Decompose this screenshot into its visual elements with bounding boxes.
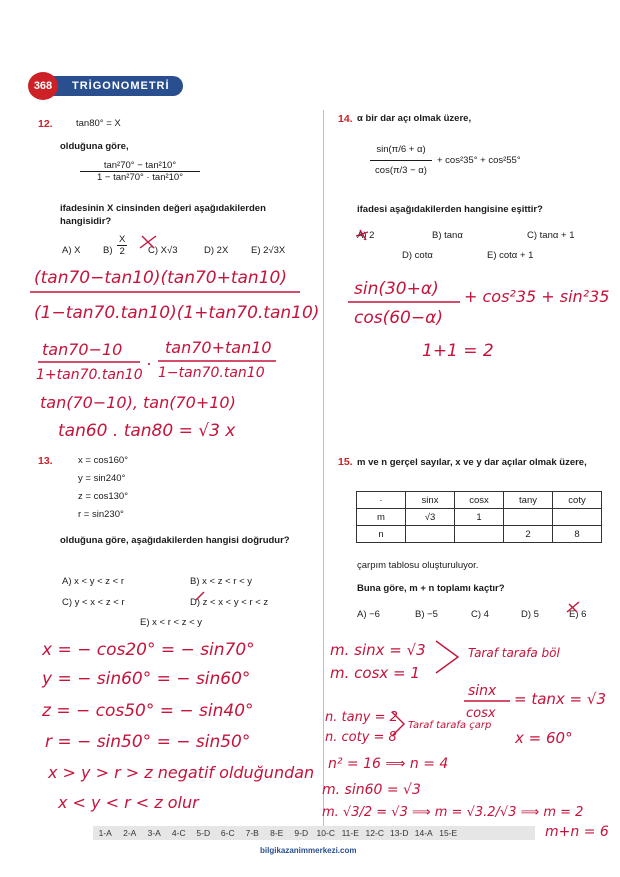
answer-key-item: 11-E — [341, 828, 359, 838]
answer-key-item: 5-D — [196, 828, 211, 838]
q13-eq-r: r = sin230° — [78, 509, 124, 520]
answer-key-item: 4-C — [171, 828, 186, 838]
h12-frac2-den: 1−tan70.tan10 — [158, 365, 265, 381]
q15-option-e[interactable]: E) 6 — [569, 609, 587, 620]
q13-number: 13. — [38, 455, 53, 467]
page-title: TRİGONOMETRİ — [72, 80, 170, 92]
h13-line1: x = − cos20° = − sin70° — [42, 640, 255, 660]
h15-ratio-den: cosx — [466, 706, 496, 721]
q15-option-c[interactable]: C) 4 — [471, 609, 489, 620]
h12-line1: (tan70−tan10)(tan70+tan10) — [34, 268, 287, 288]
page-number: 368 — [28, 72, 58, 100]
q12-expr-numerator: tan²70° − tan²10° — [80, 160, 200, 172]
h13-line4: r = − sin50° = − sin50° — [45, 732, 251, 752]
q14-expr-denominator: cos(π/3 − α) — [375, 165, 427, 176]
h14-tail: + cos²35 + sin²35 — [464, 287, 610, 306]
q12-option-b[interactable] — [117, 234, 127, 257]
table-header-cell: tany — [504, 492, 553, 509]
q14-option-d[interactable]: D) cotα — [402, 250, 433, 261]
q14-option-b[interactable]: B) tanα — [432, 230, 463, 241]
h12-line5: tan60 . tan80 = √3 x — [58, 421, 236, 441]
h15-ratio-result: = tanx = √3 — [514, 690, 606, 708]
answer-key-item: 10-C — [316, 828, 335, 838]
h14-den: cos(60−α) — [354, 308, 443, 328]
q12-expr-denominator: 1 − tan²70° · tan²10° — [96, 172, 184, 183]
h15-line1: m. sinx = √3 — [330, 641, 426, 659]
q15-option-b[interactable]: B) −5 — [415, 609, 438, 620]
table-cell: m — [357, 509, 406, 526]
h13-line2: y = − sin60° = − sin60° — [42, 669, 251, 689]
table-cell: n — [357, 526, 406, 543]
q12-option-b-label[interactable]: B) — [103, 245, 113, 256]
q13-question: olduğuna göre, aşağıdakilerden hangisi doğrudur? — [60, 535, 290, 546]
q13-option-d[interactable]: D) z < x < y < r < z — [190, 597, 269, 608]
h12-line2: (1−tan70.tan10)(1+tan70.tan10) — [34, 303, 320, 323]
q14-option-c[interactable]: C) tanα + 1 — [527, 230, 575, 241]
h15-brace2 — [392, 712, 404, 736]
table-row — [357, 526, 602, 543]
answer-key-item: 1-A — [98, 828, 112, 838]
h14-num: sin(30+α) — [354, 279, 439, 299]
q14-stem: α bir dar açı olmak üzere, — [357, 113, 472, 124]
table-cell — [553, 509, 602, 526]
h15-line5: n. tany = 2 — [325, 710, 398, 725]
q15-number: 15. — [338, 456, 353, 468]
q13-eq-y: y = sin240° — [78, 473, 126, 484]
h13-line5: x > y > r > z negatif olduğundan — [48, 763, 315, 782]
q12-question: ifadesinin X cinsinden değeri aşağıdakilerden hangisidir? — [60, 203, 266, 227]
q15-product-table — [356, 491, 602, 543]
q12-given: tan80° = X — [76, 118, 121, 129]
table-cell — [455, 526, 504, 543]
h15-line9: n² = 16 ⟹ n = 4 — [328, 756, 449, 772]
h12-dot: . — [147, 350, 153, 369]
answer-key-item: 7-B — [245, 828, 259, 838]
h15-angle: x = 60° — [515, 729, 573, 747]
answer-key-item: 6-C — [220, 828, 235, 838]
table-cell: 8 — [553, 526, 602, 543]
h15-line6: n. coty = 8 — [325, 730, 397, 745]
table-cell: 2 — [504, 526, 553, 543]
answer-key-item: 13-D — [390, 828, 409, 838]
h12-line4: tan(70−10), tan(70+10) — [40, 393, 236, 412]
q12-expression — [80, 160, 200, 183]
q15-stem: m ve n gerçel sayılar, x ve y dar açılar olmak üzere, — [357, 457, 587, 468]
q14-expr-numerator: sin(π/6 + α) — [370, 140, 432, 161]
table-header-cell: coty — [553, 492, 602, 509]
table-cell: √3 — [406, 509, 455, 526]
answer-key-item: 2-A — [123, 828, 137, 838]
answer-key-item: 15-E — [439, 828, 458, 838]
h15-ratio-num: sinx — [468, 683, 497, 699]
h15-line11: m. √3/2 = √3 ⟹ m = √3.2/√3 ⟹ m = 2 — [322, 805, 584, 820]
table-cell — [504, 509, 553, 526]
h12-frac1-num: tan70−10 — [42, 340, 123, 359]
h14-result: 1+1 = 2 — [422, 341, 494, 361]
table-cell — [406, 526, 455, 543]
table-row — [357, 509, 602, 526]
answer-key-item: 14-A — [414, 828, 433, 838]
q15-note: çarpım tablosu oluşturuluyor. — [357, 560, 479, 571]
table-header-cell: · — [357, 492, 406, 509]
answer-key-bar — [93, 826, 535, 840]
q13-option-e[interactable]: E) x < r < z < y — [140, 617, 203, 628]
answer-key-item: 8-E — [270, 828, 284, 838]
table-header-cell: cosx — [455, 492, 504, 509]
column-divider — [323, 110, 324, 828]
h13-line6: x < y < r < z olur — [58, 793, 199, 812]
q12-option-d[interactable]: D) 2X — [204, 245, 229, 256]
q12-option-c[interactable]: C) X√3 — [148, 245, 178, 256]
h15-line12: m+n = 6 — [545, 824, 609, 840]
q13-eq-z: z = cos130° — [78, 491, 129, 502]
q12-condition: olduğuna göre, — [60, 141, 129, 152]
q13-option-b[interactable]: B) x < z < r < y — [190, 576, 253, 587]
q14-question: ifadesi aşağıdakilerden hangisine eşittir? — [357, 204, 543, 215]
h15-line2: m. cosx = 1 — [330, 664, 420, 682]
q14-expression — [370, 140, 432, 181]
q12-number: 12. — [38, 118, 53, 130]
h15-note1: Taraf tarafa böl — [468, 646, 560, 660]
h13-line3: z = − cos50° = − sin40° — [42, 701, 254, 721]
table-header-cell: sinx — [406, 492, 455, 509]
answer-key-item: 3-A — [147, 828, 161, 838]
q12-option-e[interactable]: E) 2√3X — [251, 245, 286, 256]
q14-expr-tail: + cos²35° + cos²55° — [437, 155, 521, 166]
h15-note2: Taraf tarafa çarp — [408, 720, 492, 731]
h15-brace1 — [436, 641, 458, 673]
q12-option-b-num: X — [119, 234, 126, 245]
q14-number: 14. — [338, 113, 353, 125]
answer-key-item: 12-C — [365, 828, 384, 838]
q12-option-b-den: 2 — [119, 246, 125, 257]
q13-option-c[interactable]: C) y < x < z < r — [62, 597, 125, 608]
q13-eq-x: x = cos160° — [78, 455, 129, 466]
q13-option-a[interactable]: A) x < y < z < r — [62, 576, 125, 587]
q14-option-e[interactable]: E) cotα + 1 — [487, 250, 534, 261]
q15-option-a[interactable]: A) −6 — [357, 609, 380, 620]
h12-frac2-num: tan70+tan10 — [165, 338, 272, 357]
q12-option-a[interactable]: A) X — [62, 245, 81, 256]
footer-site[interactable]: bilgikazanimmerkezi.com — [260, 846, 357, 855]
q14-option-a[interactable]: A) 2 — [357, 230, 375, 241]
h15-line10: m. sin60 = √3 — [322, 782, 421, 798]
answer-key-item: 9-D — [294, 828, 309, 838]
q15-question: Buna göre, m + n toplamı kaçtır? — [357, 583, 505, 594]
q15-option-d[interactable]: D) 5 — [521, 609, 539, 620]
h12-frac1-den: 1+tan70.tan10 — [36, 367, 143, 383]
table-cell: 1 — [455, 509, 504, 526]
